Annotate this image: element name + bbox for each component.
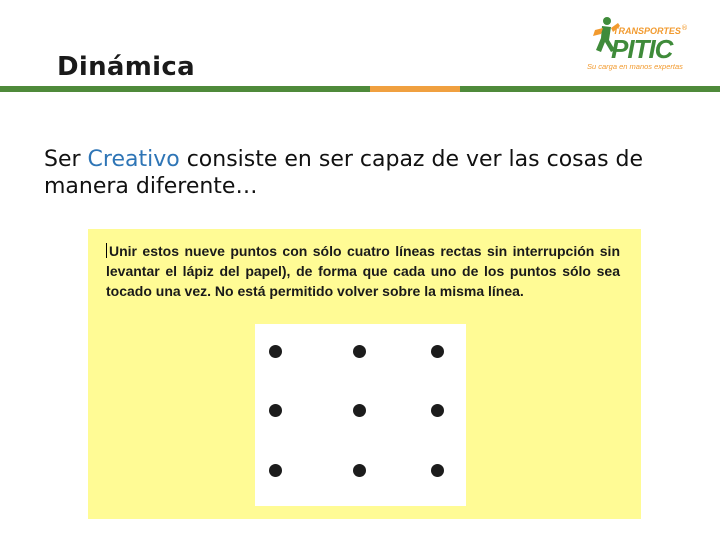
lead-highlight: Creativo bbox=[87, 147, 180, 172]
grid-dot bbox=[353, 464, 366, 477]
grid-dot bbox=[431, 404, 444, 417]
puzzle-instructions: Unir estos nueve puntos con sólo cuatro líneas rectas sin interrupción sin levantar el lápiz del papel), de forma que cada uno de los puntos sólo sea tocado una vez. No está permitido volver sobre la misma línea. bbox=[106, 243, 620, 299]
puzzle-instructions-box bbox=[106, 241, 620, 301]
dot-grid bbox=[255, 324, 466, 506]
grid-dot bbox=[269, 404, 282, 417]
lead-after: consiste en ser capaz de ver las cosas de manera diferente… bbox=[44, 147, 644, 199]
grid-dot bbox=[353, 345, 366, 358]
grid-dot bbox=[269, 464, 282, 477]
grid-dot bbox=[431, 464, 444, 477]
logo-brand: PITIC bbox=[611, 34, 673, 64]
grid-dot bbox=[353, 404, 366, 417]
slide-title: Dinámica bbox=[57, 52, 195, 82]
logo-top-text: TRANSPORTES bbox=[613, 26, 681, 36]
grid-dot bbox=[431, 345, 444, 358]
lead-before: Ser bbox=[44, 147, 88, 172]
logo-slogan: Su carga en manos expertas bbox=[587, 62, 683, 71]
lead-text bbox=[44, 146, 694, 200]
puzzle-panel bbox=[88, 229, 641, 519]
registered-mark: ® bbox=[681, 24, 688, 32]
company-logo bbox=[585, 12, 695, 74]
header-divider bbox=[0, 86, 720, 92]
text-cursor bbox=[106, 243, 107, 258]
grid-dot bbox=[269, 345, 282, 358]
